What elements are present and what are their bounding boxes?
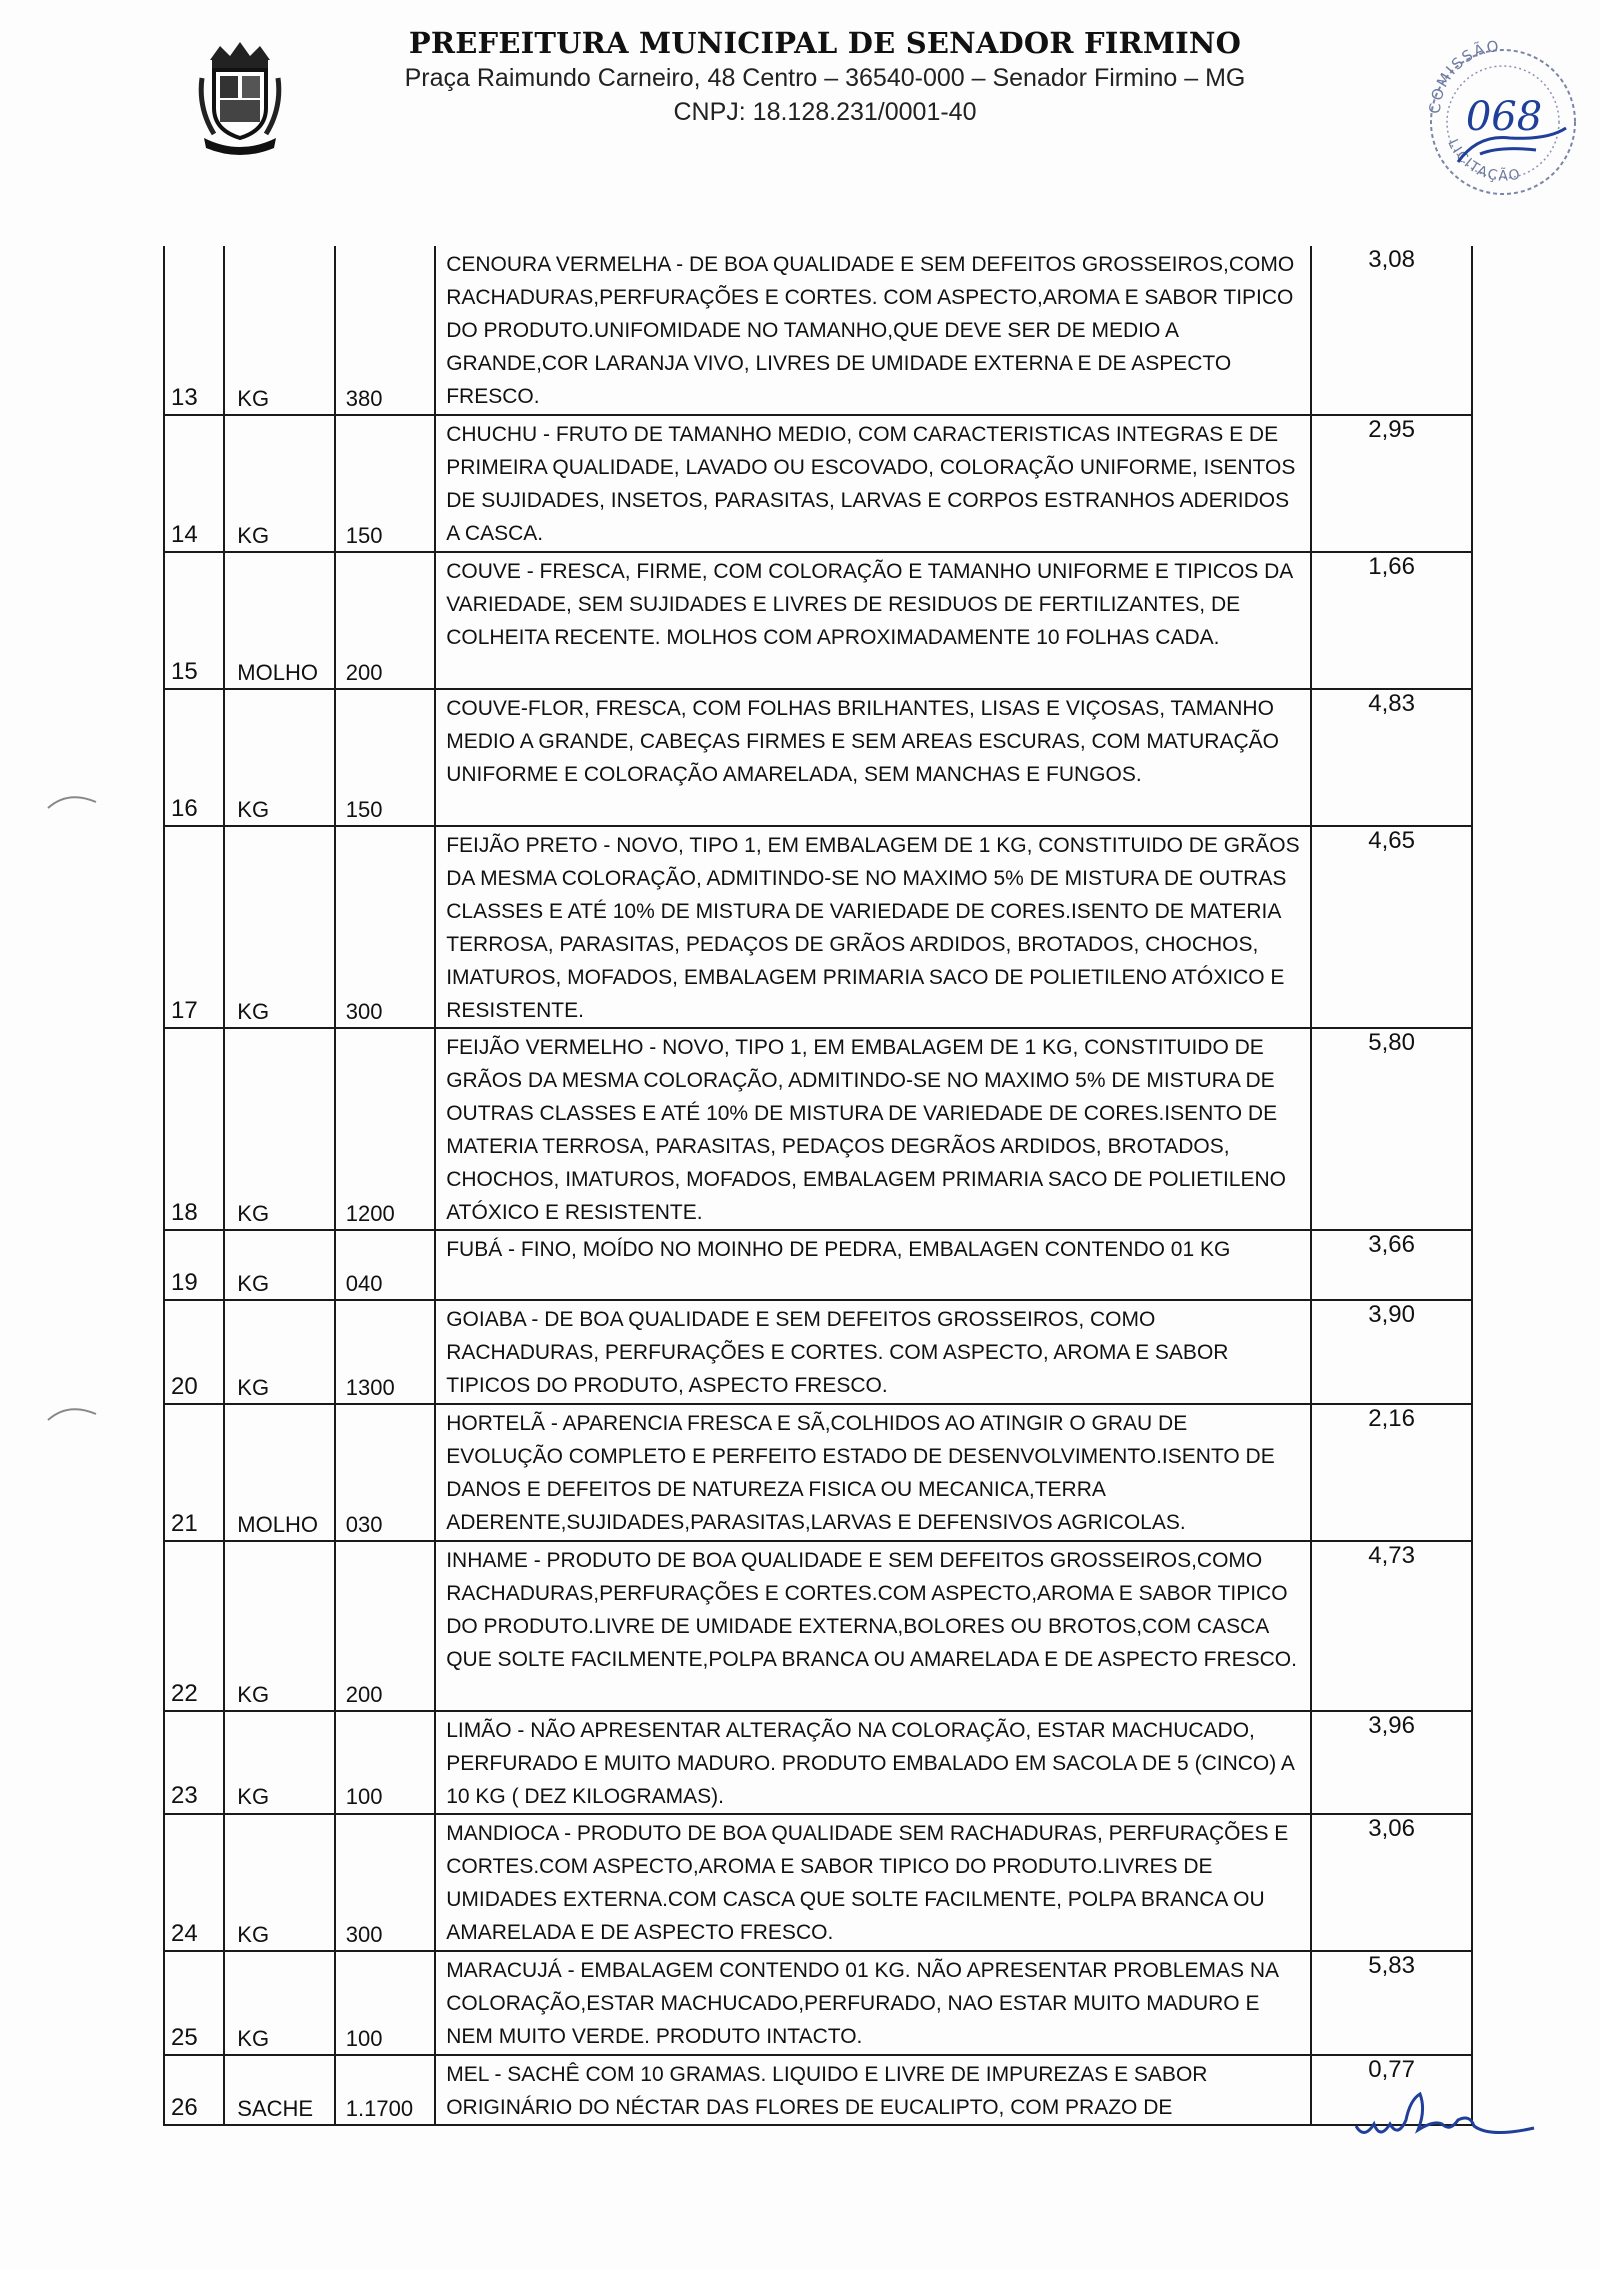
item-quantity: 150: [345, 523, 383, 548]
item-number-cell: [164, 1951, 224, 2055]
item-number-cell: [164, 246, 224, 415]
item-quantity: 1.1700: [345, 2096, 414, 2121]
item-quantity-cell: [335, 552, 435, 689]
item-number: 21: [171, 1510, 198, 1537]
table-row: [164, 826, 1472, 1028]
item-number-cell: [164, 2055, 224, 2125]
item-price: 0,77: [1368, 2056, 1415, 2083]
table-row: [164, 1814, 1472, 1951]
margin-mark: [44, 788, 100, 812]
item-unit-cell: [224, 2055, 335, 2125]
item-price: 3,96: [1368, 1712, 1415, 1739]
item-price: 2,16: [1368, 1405, 1415, 1432]
item-price: 4,65: [1368, 827, 1415, 854]
table-row: [164, 1711, 1472, 1814]
item-unit-cell: [224, 1711, 335, 1814]
item-description-cell: [435, 1951, 1311, 2055]
item-description-cell: [435, 1814, 1311, 1951]
item-unit: KG: [237, 523, 270, 548]
item-number-cell: [164, 552, 224, 689]
table-row: [164, 1404, 1472, 1541]
item-unit: KG: [237, 797, 270, 822]
item-quantity-cell: [335, 1230, 435, 1300]
item-quantity: 200: [345, 1682, 383, 1707]
item-number: 17: [171, 997, 198, 1024]
item-unit-cell: [224, 1541, 335, 1711]
item-number: 16: [171, 795, 198, 822]
item-quantity: 1300: [345, 1375, 395, 1400]
item-number: 25: [171, 2024, 198, 2051]
item-price-cell: [1311, 826, 1472, 1028]
item-quantity: 150: [345, 797, 383, 822]
item-price-cell: [1311, 1541, 1472, 1711]
item-description: HORTELÃ - APARENCIA FRESCA E SÃ,COLHIDOS AO ATINGIR O GRAU DE EVOLUÇÃO COMPLETO E PERFEITO ESTADO DE DESENVOLVIMENTO.ISENTO DE DANOS E DEFEITOS DE NATUREZA FISICA OU MECANICA,TERRA ADERENTE,SUJIDADES,PARASITAS,LARVAS E DEFENSIVOS AGRICOLAS.: [446, 1412, 1275, 1534]
table-row: [164, 689, 1472, 826]
item-description: INHAME - PRODUTO DE BOA QUALIDADE E SEM DEFEITOS GROSSEIROS,COMO RACHADURAS,PERFURAÇÕES E CORTES.COM ASPECTO,AROMA E SABOR TIPICO DO PRODUTO.LIVRE DE UMIDADE EXTERNA,BOLORES OU BROTOS,COM CASCA QUE SOLTE FACILMENTE,POLPA BRANCA OU AMARELADA E DE ASPECTO FRESCO.: [446, 1549, 1297, 1671]
item-quantity-cell: [335, 246, 435, 415]
item-description-cell: [435, 689, 1311, 826]
item-description-cell: [435, 2055, 1311, 2125]
item-unit-cell: [224, 415, 335, 552]
item-number-cell: [164, 415, 224, 552]
item-price-cell: [1311, 552, 1472, 689]
item-unit: KG: [237, 2026, 270, 2051]
item-unit-cell: [224, 1814, 335, 1951]
item-number: 15: [171, 658, 198, 685]
item-unit-cell: [224, 1028, 335, 1230]
item-description-cell: [435, 826, 1311, 1028]
item-price: 5,83: [1368, 1952, 1415, 1979]
item-quantity-cell: [335, 1951, 435, 2055]
stamp-top-text: COMISSÃO: [1425, 36, 1502, 115]
item-number-cell: [164, 1814, 224, 1951]
item-unit: MOLHO: [237, 660, 318, 685]
item-number-cell: [164, 1404, 224, 1541]
item-price-cell: [1311, 1814, 1472, 1951]
item-description-cell: [435, 415, 1311, 552]
item-unit: MOLHO: [237, 1512, 318, 1537]
item-unit: KG: [237, 386, 270, 411]
item-quantity-cell: [335, 1541, 435, 1711]
item-unit: KG: [237, 1201, 270, 1226]
item-unit: KG: [237, 1375, 270, 1400]
item-number: 20: [171, 1373, 198, 1400]
item-price-cell: [1311, 246, 1472, 415]
item-quantity-cell: [335, 1404, 435, 1541]
item-price-cell: [1311, 1230, 1472, 1300]
item-quantity: 100: [345, 2026, 383, 2051]
item-description: CHUCHU - FRUTO DE TAMANHO MEDIO, COM CARACTERISTICAS INTEGRAS E DE PRIMEIRA QUALIDADE, LAVADO OU ESCOVADO, COLORAÇÃO UNIFORME, ISENTOS DE SUJIDADES, INSETOS, PARASITAS, LARVAS E CORPOS ESTRANHOS ADERIDOS A CASCA.: [446, 423, 1296, 545]
item-price-cell: [1311, 1028, 1472, 1230]
item-price: 3,66: [1368, 1231, 1415, 1258]
item-quantity: 380: [345, 386, 383, 411]
item-description: COUVE-FLOR, FRESCA, COM FOLHAS BRILHANTES, LISAS E VIÇOSAS, TAMANHO MEDIO A GRANDE, CABEÇAS FIRMES E SEM AREAS ESCURAS, COM MATURAÇÃO UNIFORME E COLORAÇÃO AMARELADA, SEM MANCHAS E FUNGOS.: [446, 697, 1279, 786]
item-unit-cell: [224, 689, 335, 826]
item-quantity-cell: [335, 1711, 435, 1814]
item-price-cell: [1311, 1711, 1472, 1814]
item-number: 23: [171, 1782, 198, 1809]
item-unit: KG: [237, 999, 270, 1024]
item-description-cell: [435, 1404, 1311, 1541]
item-unit-cell: [224, 826, 335, 1028]
item-quantity: 300: [345, 1922, 383, 1947]
item-number-cell: [164, 1541, 224, 1711]
table-row: [164, 1951, 1472, 2055]
table-row: [164, 1028, 1472, 1230]
item-price: 2,95: [1368, 416, 1415, 443]
item-quantity-cell: [335, 689, 435, 826]
table-row: [164, 246, 1472, 415]
item-description-cell: [435, 1300, 1311, 1404]
table-row: [164, 1541, 1472, 1711]
item-description: FEIJÃO VERMELHO - NOVO, TIPO 1, EM EMBALAGEM DE 1 KG, CONSTITUIDO DE GRÃOS DA MESMA COLORAÇÃO, ADMITINDO-SE NO MAXIMO 5% DE MISTURA DE OUTRAS CLASSES E ATÉ 10% DE MISTURA DE VARIEDADE DE CORES.ISENTO DE MATERIA TERROSA, PARASITAS, PEDAÇOS DEGRÃOS ARDIDOS, BROTADOS, CHOCHOS, IMATUROS, MOFADOS, EMBALAGEM PRIMARIA SACO DE POLIETILENO ATÓXICO E RESISTENTE.: [446, 1036, 1286, 1224]
item-description-cell: [435, 1711, 1311, 1814]
item-price: 3,06: [1368, 1815, 1415, 1842]
item-quantity-cell: [335, 1028, 435, 1230]
item-number: 13: [171, 384, 198, 411]
item-quantity: 030: [345, 1512, 383, 1537]
item-unit: KG: [237, 1784, 270, 1809]
item-price-cell: [1311, 1300, 1472, 1404]
item-number: 24: [171, 1920, 198, 1947]
item-unit: KG: [237, 1922, 270, 1947]
item-number-cell: [164, 1028, 224, 1230]
item-number: 22: [171, 1680, 198, 1707]
item-description: FUBÁ - FINO, MOÍDO NO MOINHO DE PEDRA, EMBALAGEN CONTENDO 01 KG: [446, 1238, 1231, 1261]
item-unit: SACHE: [237, 2096, 314, 2121]
item-price-cell: [1311, 415, 1472, 552]
item-quantity: 100: [345, 1784, 383, 1809]
item-unit-cell: [224, 1230, 335, 1300]
item-number-cell: [164, 1711, 224, 1814]
item-description: MARACUJÁ - EMBALAGEM CONTENDO 01 KG. NÃO APRESENTAR PROBLEMAS NA COLORAÇÃO,ESTAR MACHUCADO,PERFURADO, NAO ESTAR MUITO MADURO E NEM MUITO VERDE. PRODUTO INTACTO.: [446, 1959, 1278, 2048]
item-description: MANDIOCA - PRODUTO DE BOA QUALIDADE SEM RACHADURAS, PERFURAÇÕES E CORTES.COM ASPECTO,AROMA E SABOR TIPICO DO PRODUTO.LIVRES DE UMIDADES EXTERNA.COM CASCA QUE SOLTE FACILMENTE, POLPA BRANCA OU AMARELADA E DE ASPECTO FRESCO.: [446, 1822, 1289, 1944]
item-quantity-cell: [335, 1300, 435, 1404]
item-description: CENOURA VERMELHA - DE BOA QUALIDADE E SEM DEFEITOS GROSSEIROS,COMO RACHADURAS,PERFURAÇÕES E CORTES. COM ASPECTO,AROMA E SABOR TIPICO DO PRODUTO.UNIFOMIDADE NO TAMANHO,QUE DEVE SER DE MEDIO A GRANDE,COR LARANJA VIVO, LIVRES DE UMIDADE EXTERNA E DE ASPECTO FRESCO.: [446, 253, 1295, 408]
item-quantity-cell: [335, 415, 435, 552]
commission-stamp: [1418, 22, 1588, 212]
item-description-cell: [435, 1230, 1311, 1300]
margin-mark: [44, 1400, 100, 1424]
item-description: LIMÃO - NÃO APRESENTAR ALTERAÇÃO NA COLORAÇÃO, ESTAR MACHUCADO, PERFURADO E MUITO MADURO. PRODUTO EMBALADO EM SACOLA DE 5 (CINCO) A 10 KG ( DEZ KILOGRAMAS).: [446, 1719, 1294, 1808]
item-number: 19: [171, 1269, 198, 1296]
item-quantity: 200: [345, 660, 383, 685]
item-quantity-cell: [335, 2055, 435, 2125]
table-row: [164, 1300, 1472, 1404]
item-quantity-cell: [335, 1814, 435, 1951]
item-price-cell: [1311, 689, 1472, 826]
item-description: COUVE - FRESCA, FIRME, COM COLORAÇÃO E TAMANHO UNIFORME E TIPICOS DA VARIEDADE, SEM SUJIDADES E LIVRES DE RESIDUOS DE FERTILIZANTES, DE COLHEITA RECENTE. MOLHOS COM APROXIMADAMENTE 10 FOLHAS CADA.: [446, 560, 1293, 649]
item-description: MEL - SACHÊ COM 10 GRAMAS. LIQUIDO E LIVRE DE IMPUREZAS E SABOR ORIGINÁRIO DO NÉCTAR DAS FLORES DE EUCALIPTO, COM PRAZO DE: [446, 2063, 1208, 2119]
item-description-cell: [435, 552, 1311, 689]
item-quantity: 040: [345, 1271, 383, 1296]
item-price: 5,80: [1368, 1029, 1415, 1056]
item-unit: KG: [237, 1682, 270, 1707]
item-quantity-cell: [335, 826, 435, 1028]
item-description: GOIABA - DE BOA QUALIDADE E SEM DEFEITOS GROSSEIROS, COMO RACHADURAS, PERFURAÇÕES E CORTES. COM ASPECTO, AROMA E SABOR TIPICOS DO PRODUTO, ASPECTO FRESCO.: [446, 1308, 1229, 1397]
item-number-cell: [164, 1300, 224, 1404]
handwritten-initials: [1350, 2080, 1540, 2150]
item-description-cell: [435, 1028, 1311, 1230]
item-unit-cell: [224, 1404, 335, 1541]
municipal-crest-logo: [196, 38, 284, 156]
item-number-cell: [164, 689, 224, 826]
item-price: 4,73: [1368, 1542, 1415, 1569]
item-number: 18: [171, 1199, 198, 1226]
item-unit-cell: [224, 246, 335, 415]
header-title: PREFEITURA MUNICIPAL DE SENADOR FIRMINO: [408, 26, 1242, 60]
item-description-cell: [435, 1541, 1311, 1711]
table-row: [164, 552, 1472, 689]
item-price: 3,90: [1368, 1301, 1415, 1328]
item-description: FEIJÃO PRETO - NOVO, TIPO 1, EM EMBALAGEM DE 1 KG, CONSTITUIDO DE GRÃOS DA MESMA COLORAÇÃO, ADMITINDO-SE NO MAXIMO 5% DE MISTURA DE OUTRAS CLASSES E ATÉ 10% DE MISTURA DE VARIEDADE DE CORES.ISENTO DE MATERIA TERROSA, PARASITAS, PEDAÇOS DE GRÃOS ARDIDOS, BROTADOS, CHOCHOS, IMATUROS, MOFADOS, EMBALAGEM PRIMARIA SACO DE POLIETILENO ATÓXICO E RESISTENTE.: [446, 834, 1300, 1022]
item-quantity: 1200: [345, 1201, 395, 1226]
table-row: [164, 415, 1472, 552]
header-cnpj: CNPJ: 18.128.231/0001-40: [673, 98, 977, 126]
item-number-cell: [164, 826, 224, 1028]
stamp-bottom-text: LICITAÇÃO: [1444, 136, 1524, 185]
item-price-cell: [1311, 1404, 1472, 1541]
item-number: 26: [171, 2094, 198, 2121]
items-table: [163, 246, 1473, 2126]
item-unit-cell: [224, 552, 335, 689]
item-unit-cell: [224, 1300, 335, 1404]
item-number: 14: [171, 521, 198, 548]
item-quantity: 300: [345, 999, 383, 1024]
item-price: 3,08: [1368, 246, 1415, 273]
item-price: 4,83: [1368, 690, 1415, 717]
header-address: Praça Raimundo Carneiro, 48 Centro – 36540-000 – Senador Firmino – MG: [404, 64, 1246, 92]
item-unit: KG: [237, 1271, 270, 1296]
item-price-cell: [1311, 1951, 1472, 2055]
items-table-body: [164, 246, 1472, 2125]
item-price: 1,66: [1368, 553, 1415, 580]
table-row: [164, 1230, 1472, 1300]
table-row: [164, 2055, 1472, 2125]
stamp-number: 068: [1465, 94, 1543, 140]
item-number-cell: [164, 1230, 224, 1300]
item-description-cell: [435, 246, 1311, 415]
item-unit-cell: [224, 1951, 335, 2055]
